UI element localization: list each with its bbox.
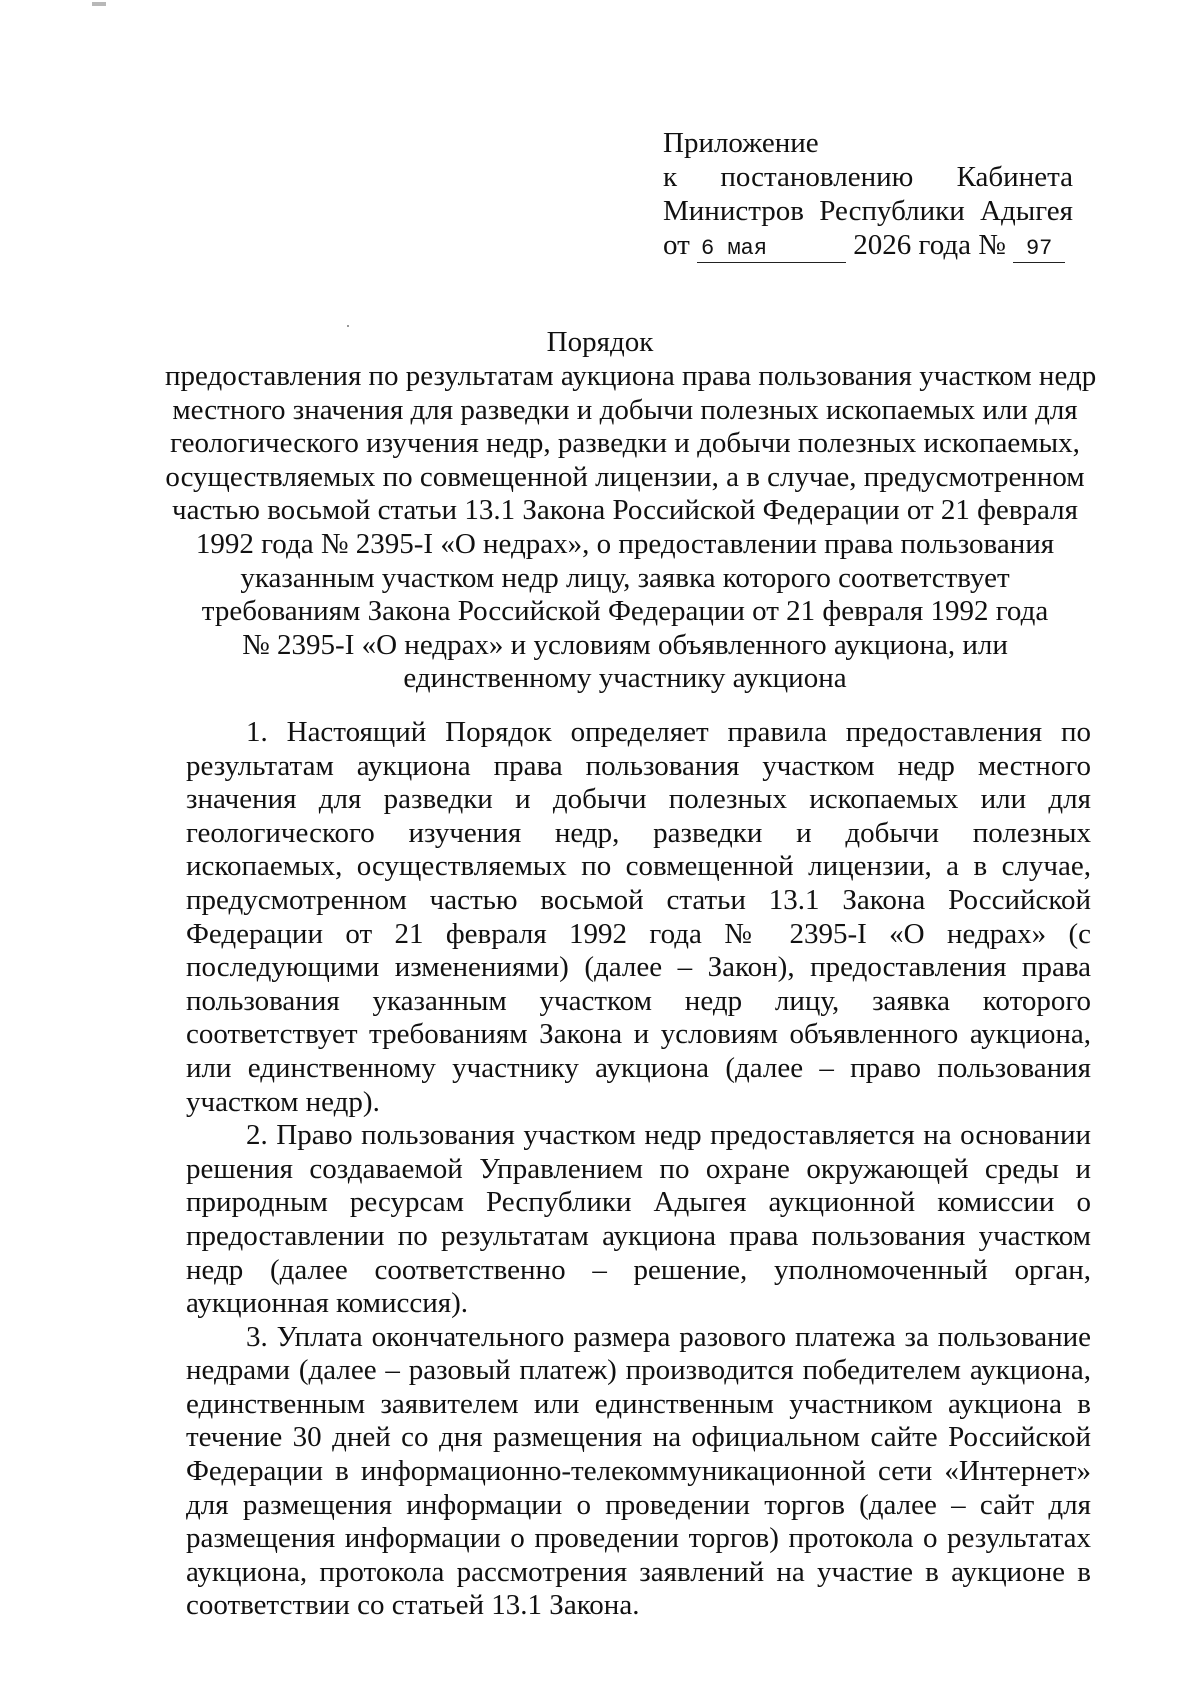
subtitle-line: № 2395-I «О недрах» и условиям объявленного аукциона, или xyxy=(242,628,1008,661)
document-title: Порядок xyxy=(546,326,654,358)
subtitle-line: осуществляемых по совмещенной лицензии, а в случае, предусмотренном xyxy=(165,460,1085,493)
appendix-word: Республики xyxy=(819,195,965,227)
appendix-line-2 xyxy=(663,160,1073,194)
year-label: 2026 года № xyxy=(853,229,1006,261)
date-handwritten-field: 6 мая xyxy=(697,236,846,263)
appendix-word: Министров xyxy=(663,195,804,227)
appendix-word: постановлению xyxy=(720,161,914,193)
appendix-word: Кабинета xyxy=(956,161,1073,193)
document-subtitle xyxy=(165,360,1097,696)
subtitle-line: единственному участнику аукциона xyxy=(403,662,847,695)
subtitle-line: местного значения для разведки и добычи полезных ископаемых или для xyxy=(172,393,1078,426)
scan-artifact xyxy=(92,2,106,6)
document-body xyxy=(186,716,1091,1623)
date-prefix: от xyxy=(663,229,690,261)
paragraph-2: 2. Право пользования участком недр предоставляется на основании решения создаваемой Управлением по охране окружающей среды и природным ресурсам Республики Адыгея аукционной комиссии о предоставлении по результатам аукциона права пользования участком недр (далее соответственно – решение, уполномоченный орган, аукционная комиссия). xyxy=(186,1119,1091,1320)
appendix-word: к xyxy=(663,161,678,193)
paragraph-1: 1. Настоящий Порядок определяет правила предоставления по результатам аукциона права пользования участком недр местного значения для разведки и добычи полезных ископаемых или для геологического изучения недр, разведки и добычи полезных ископаемых, осуществляемых по совмещенной лицензии, а в случае, предусмотренном частью восьмой статьи 13.1 Закона Российской Федерации от 21 февраля 1992 года № 2395-I «О недрах» (с последующими изменениями) (далее – Закон), предоставления права пользования указанным участком недр лицу, заявка которого соответствует требованиям Закона и условиям объявленного аукциона, или единственному участнику аукциона (далее – право пользования участком недр). xyxy=(186,716,1091,1118)
subtitle-line: предоставления по результатам аукциона права пользования участком недр xyxy=(165,360,1097,392)
subtitle-line: частью восьмой статьи 13.1 Закона Российской Федерации от 21 февраля xyxy=(172,494,1078,527)
appendix-word: Адыгея xyxy=(980,195,1073,227)
document-number-field: 97 xyxy=(1013,236,1065,263)
appendix-heading: Приложение xyxy=(663,127,819,159)
subtitle-line: 1992 года № 2395-I «О недрах», о предоставлении права пользования xyxy=(195,527,1055,560)
appendix-date-line xyxy=(663,228,1073,262)
subtitle-line: требованиям Закона Российской Федерации от 21 февраля 1992 года xyxy=(201,595,1049,628)
subtitle-line: указанным участком недр лицу, заявка которого соответствует xyxy=(240,561,1010,594)
appendix-line-3 xyxy=(663,194,1073,228)
appendix-block xyxy=(663,126,1073,262)
subtitle-line: геологического изучения недр, разведки и добычи полезных ископаемых, xyxy=(170,427,1080,460)
paragraph-3: 3. Уплата окончательного размера разового платежа за пользование недрами (далее – разовый платеж) производится победителем аукциона, единственным заявителем или единственным участником аукциона в течение 30 дней со дня размещения на официальном сайте Российской Федерации в информационно-телекоммуникационной сети «Интернет» для размещения информации о проведении торгов (далее – сайт для размещения информации о проведении торгов) протокола о результатах аукциона, протокола рассмотрения заявлений на участие в аукционе в соответствии со статьей 13.1 Закона. xyxy=(186,1320,1091,1622)
